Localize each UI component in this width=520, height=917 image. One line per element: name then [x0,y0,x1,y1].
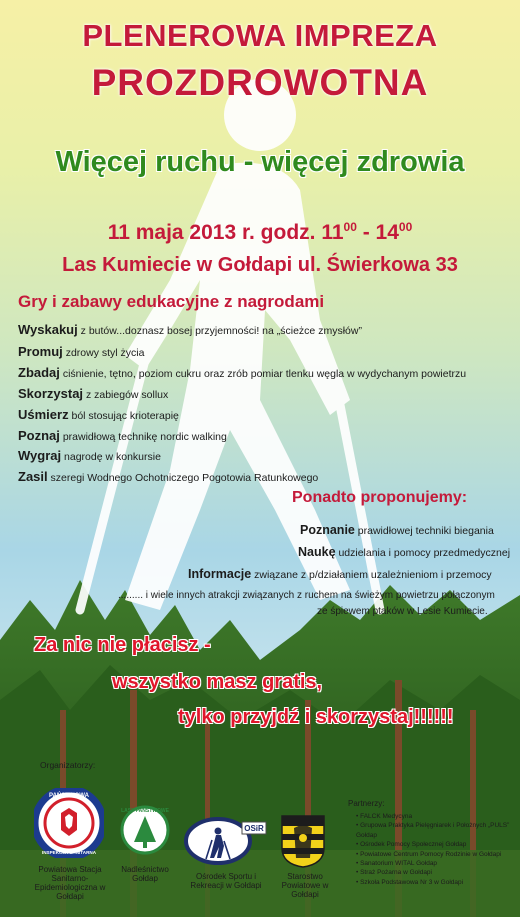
slogan: Więcej ruchu - więcej zdrowia [55,146,465,178]
offer-text: związane z p/działaniem uzależnieniom i przemocy [251,569,492,581]
extra-line-1: ......... i wiele innych atrakcji związanych z ruchem na świeżym powietrzu połączonym [118,590,495,601]
offer-verb: Naukę [298,545,336,559]
offer-item [298,545,510,559]
offer-text: prawidłowej techniki biegania [354,525,494,537]
partner-item: • Grupowa Praktyka Pielęgniarek i Położnych „PULS” Gołdap [356,821,520,840]
activity-item [18,322,362,337]
activity-text: zdrowy styl życia [62,347,145,359]
sanepid-logo-bottom-text: INSPEKCJA SANITARNA [41,850,97,855]
date-main: 11 maja 2013 r. godz. 11 [107,221,344,244]
partner-item: • FALCK Medycyna [356,812,520,821]
title-line-1: PLENEROWA IMPREZA [82,18,438,53]
extra-line-2: ze śpiewem ptaków w Lesie Kumiecie. [317,606,488,617]
activity-verb: Zasil [18,469,48,484]
sport-logo-text: OSiR [244,824,264,833]
title-line-2: PROZDROWOTNA [91,62,429,103]
activity-item [18,386,168,401]
activity-text: z zabiegów sollux [83,389,169,401]
activity-item [18,407,179,422]
activity-text: szeregi Wodnego Ochotniczego Pogotowia Ratunkowego [47,472,319,484]
activity-text: prawidłową technikę nordic walking [59,431,227,443]
date-separator: - 14 [356,221,399,244]
organizer-caption: Ośrodek Sportu i Rekreacji w Gołdapi [190,872,262,890]
offer-text: udzielania i pomocy przedmedycznej [335,547,511,559]
activity-verb: Wygraj [18,448,62,463]
partner-item: • Sanatorium WITAL Gołdap [356,859,520,868]
activity-text: z butów...doznasz bosej przyjemności! na „ścieżce zmysłów” [77,325,362,337]
offer-verb: Poznanie [300,523,355,537]
date-end-minutes: 00 [398,220,413,234]
partner-item: • Ośrodek Pomocy Społecznej Gołdap [356,840,520,849]
activity-text: ból stosując krioterapię [68,410,179,422]
offer-verb: Informacje [188,567,252,581]
activity-item [18,428,227,443]
organizer-caption: Starostwo Powiatowe w Gołdapi [281,872,329,899]
sport-center-logo [180,814,270,868]
activity-item [18,448,161,463]
county-coat-of-arms [280,814,326,868]
partner-item: • Straż Pożarna w Gołdapi [356,868,520,877]
activity-verb: Uśmierz [18,407,69,422]
activity-item [18,469,318,484]
free-line-3: tylko przyjdź i skorzystaj!!!!!! [178,706,454,728]
activity-item [18,365,466,380]
event-date [0,220,520,245]
organizer-caption: Nadleśnictwo Gołdap [121,865,169,883]
activity-verb: Skorzystaj [18,386,84,401]
organizer-caption: Powiatowa Stacja Sanitarno-Epidemiologiczna w Gołdapi [34,865,106,901]
activity-text: ciśnienie, tętno, poziom cukru oraz zrób pomiar tlenku węgla w wydychanym powietrzu [59,368,467,380]
partner-item: • Szkoła Podstawowa Nr 3 w Gołdapi [356,878,520,887]
forest-logo-ring-text: LASY PAŃSTWOWE [121,808,169,814]
forest-service-logo [120,800,170,860]
activity-text: nagrodę w konkursie [61,451,161,463]
event-place: Las Kumiecie w Gołdapi ul. Świerkowa 33 [62,254,458,276]
activity-verb: Promuj [18,344,63,359]
partner-item: • Powiatowe Centrum Pomocy Rodzinie w Gołdapi [356,850,520,859]
activity-verb: Poznaj [18,428,60,443]
games-heading: Gry i zabawy edukacyjne z nagrodami [18,292,325,311]
sanepid-logo [34,788,104,858]
more-heading: Ponadto proponujemy: [292,489,468,506]
offer-item [300,523,494,537]
free-line-2: wszystko masz gratis, [112,671,323,693]
activity-verb: Wyskakuj [18,322,78,337]
activity-item [18,344,144,359]
free-line-1: Za nic nie płacisz - [34,634,211,656]
offer-item [188,567,492,581]
partners-list [356,812,520,887]
date-start-minutes: 00 [343,220,357,234]
sanepid-logo-top-text: PAŃSTWOWA [49,793,89,799]
partners-label: Partnerzy: [348,799,385,808]
organizers-label: Organizatorzy: [40,760,96,770]
activity-verb: Zbadaj [18,365,60,380]
